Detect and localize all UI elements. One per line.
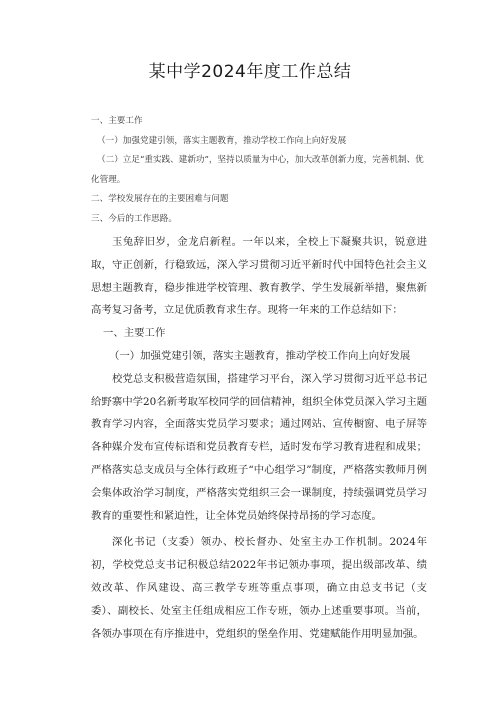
- toc-item: （二）立足“重实践、建新功”，坚持以质量为中心，加大改革创新力度，完善机制、优化管理。: [91, 155, 424, 185]
- document-body: [91, 231, 427, 645]
- table-of-contents: [91, 112, 431, 230]
- toc-item: 三、今后的工作思路。: [91, 213, 177, 224]
- section-heading: 一、主要工作: [103, 327, 166, 340]
- body-paragraph: 深化书记（支委）领办、校长督办、处室主办工作机制。2024年初，学校党总支书记积极总结2022年书记领办事项，提出级部改革、绩效改革、作风建设、高三教学专班等重点事项，确立由总支书记（支委）、副校长、处室主任组成相应工作专班，领办上述重要事项。当前，各领办事项在有序推进中，党组织的堡垒作用、党建赋能作用明显加强。: [91, 536, 427, 640]
- intro-paragraph: 玉兔辞旧岁，金龙启新程。一年以来，全校上下凝聚共识，锐意进取，守正创新，行稳致远，深入学习贯彻习近平新时代中国特色社会主义思想主题教育，稳步推进学校管理、教育教学、学生发展新举措，聚焦新高考复习备考，立足优质教育求生存。现将一年来的工作总结如下：: [91, 236, 427, 317]
- toc-item: 二、学校发展存在的主要困难与问题: [91, 194, 229, 205]
- document-title: 某中学2024年度工作总结: [148, 62, 352, 82]
- body-paragraph: 校党总支积极营造氛围，搭建学习平台，深入学习贯彻习近平总书记给野寨中学20名新考取军校同学的回信精神，组织全体党员深入学习主题教育学习内容，全面落实党员学习要求；通过网站、宣传橱窗、电子屏等各种媒介发布宣传标语和党员教育专栏，适时发布学习教育进程和成果；严格落实总支成员与全体行政班子“中心组学习”制度，严格落实教师月例会集体政治学习制度，严格落实党组织三会一课制度，持续强调党员学习教育的重要性和紧迫性，让全体党员始终保持昂扬的学习态度。: [91, 372, 427, 522]
- subsection-heading: （一）加强党建引领，落实主题教育，推动学校工作向上向好发展: [109, 349, 411, 362]
- toc-item: 一、主要工作: [91, 116, 143, 126]
- toc-item: （一）加强党建引领，落实主题教育，推动学校工作向上向好发展: [97, 135, 347, 146]
